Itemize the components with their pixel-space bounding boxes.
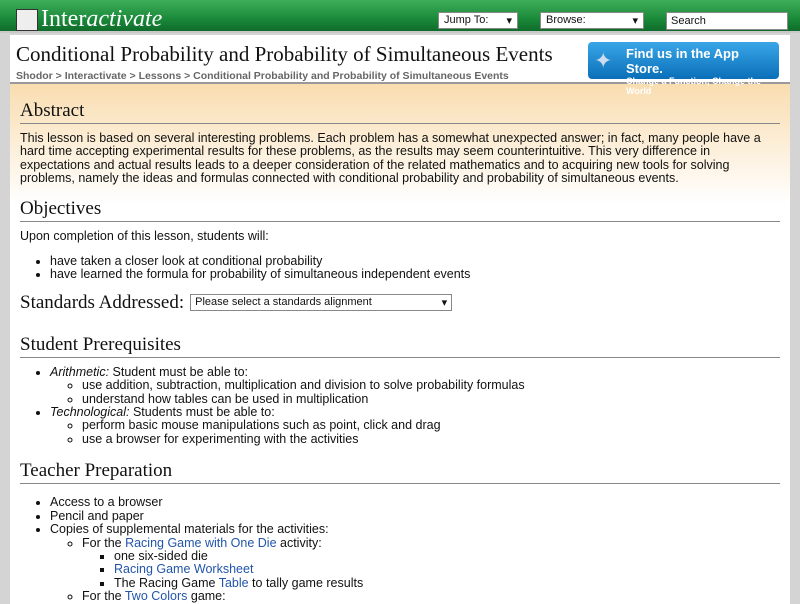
text: to tally game results: [248, 575, 364, 590]
logo-icon: [16, 9, 38, 31]
chevron-down-icon: ▾: [506, 15, 512, 27]
chevron-down-icon: ▾: [632, 15, 638, 27]
standards-select[interactable]: [190, 294, 452, 311]
list-item: ◦ understand how tables can be used in multiplication: [82, 393, 780, 406]
lesson-content: [10, 84, 790, 604]
abstract-heading: Abstract: [20, 100, 780, 124]
text: game:: [187, 589, 226, 604]
objectives-list: [50, 255, 780, 282]
browse-label: Browse:: [546, 14, 586, 26]
text: activity:: [276, 535, 322, 550]
breadcrumb: Shodor > Interactivate > Lessons > Conditional Probability and Probability of Simultaneous Events: [16, 70, 509, 82]
title-bar: [10, 35, 790, 96]
logo-text: Inter: [41, 6, 87, 32]
breadcrumb-current: Conditional Probability and Probability of Simultaneous Events: [193, 70, 509, 82]
list-item: • have taken a closer look at conditional probability: [50, 255, 780, 268]
breadcrumb-interactivate[interactable]: Interactivate: [64, 70, 127, 82]
search-input[interactable]: Search: [666, 12, 788, 30]
list-item: ◦ perform basic mouse manipulations such as point, click and drag: [82, 419, 780, 432]
breadcrumb-shodor[interactable]: Shodor: [16, 70, 53, 82]
app-store-banner[interactable]: [588, 42, 779, 96]
tech-label: Technological:: [50, 405, 130, 420]
jump-to-select[interactable]: [438, 12, 518, 29]
tech-text: Students must be able to:: [129, 405, 275, 420]
list-item: [114, 577, 780, 590]
arith-text: Student must be able to:: [109, 364, 249, 379]
list-item: [50, 406, 780, 446]
prereq-list: [50, 366, 780, 446]
list-item: [82, 537, 780, 591]
app-logo-icon: ✦: [594, 48, 613, 73]
two-colors-link[interactable]: Two Colors: [124, 589, 188, 604]
racing-game-link[interactable]: Racing Game with One Die: [125, 535, 277, 550]
text: For the: [82, 535, 126, 550]
jump-to-label: Jump To:: [444, 14, 489, 26]
list-item: [50, 366, 780, 406]
top-nav-bar: [0, 0, 800, 33]
chevron-down-icon: ▾: [441, 297, 448, 310]
app-store-subtitle: Change a Function, Change the World: [626, 76, 762, 96]
arith-label: Arithmetic:: [50, 364, 110, 379]
app-store-title: Find us in the App Store.: [626, 46, 739, 76]
table-link[interactable]: Table: [218, 575, 249, 590]
list-item: • Pencil and paper: [50, 510, 780, 523]
logo-text-italic: activate: [86, 6, 163, 32]
objectives-intro: Upon completion of this lesson, students will:: [20, 228, 269, 243]
standards-row: [20, 292, 780, 314]
browse-select[interactable]: [540, 12, 644, 29]
list-item: • have learned the formula for probability of simultaneous independent events: [50, 268, 780, 281]
text: The Racing Game: [114, 575, 219, 590]
abstract-text: This lesson is based on several interesting problems. Each problem has a somewhat unexpected answer; in fact, many people have a hard time accepting experimental results for these problems, as the results may seem counterintuitive. This very difference in expectations and actual results leads to a deeper consideration of the related mathematics and to acquiring new tools for solving problems, namely the ideas and formulas connected with conditional probability and probability of simultaneous events.: [20, 131, 761, 186]
list-item: [114, 563, 780, 576]
worksheet-link[interactable]: Racing Game Worksheet: [114, 562, 254, 577]
teacher-prep-list: [50, 496, 780, 603]
prereq-heading: Student Prerequisites: [20, 334, 780, 358]
list-item: ◦ use a browser for experimenting with the activities: [82, 433, 780, 446]
interactivate-logo[interactable]: [16, 6, 162, 33]
breadcrumb-lessons[interactable]: Lessons: [138, 70, 182, 82]
list-item: • Access to a browser: [50, 496, 780, 509]
teacher-prep-heading: Teacher Preparation: [20, 460, 780, 484]
standards-heading: Standards Addressed:: [20, 291, 185, 313]
text: For the: [82, 589, 125, 604]
page: [10, 35, 790, 604]
list-item-text: Copies of supplemental materials for the activities:: [50, 522, 329, 537]
list-item: ▪ one six-sided die: [114, 550, 780, 563]
page-title: Conditional Probability and Probability of Simultaneous Events: [16, 42, 553, 66]
objectives-heading: Objectives: [20, 198, 780, 222]
list-item: ◦ use addition, subtraction, multiplication and division to solve probability formulas: [82, 379, 780, 392]
list-item: [50, 523, 780, 603]
list-item: [82, 590, 780, 603]
standards-select-value: Please select a standards alignment: [195, 296, 372, 309]
